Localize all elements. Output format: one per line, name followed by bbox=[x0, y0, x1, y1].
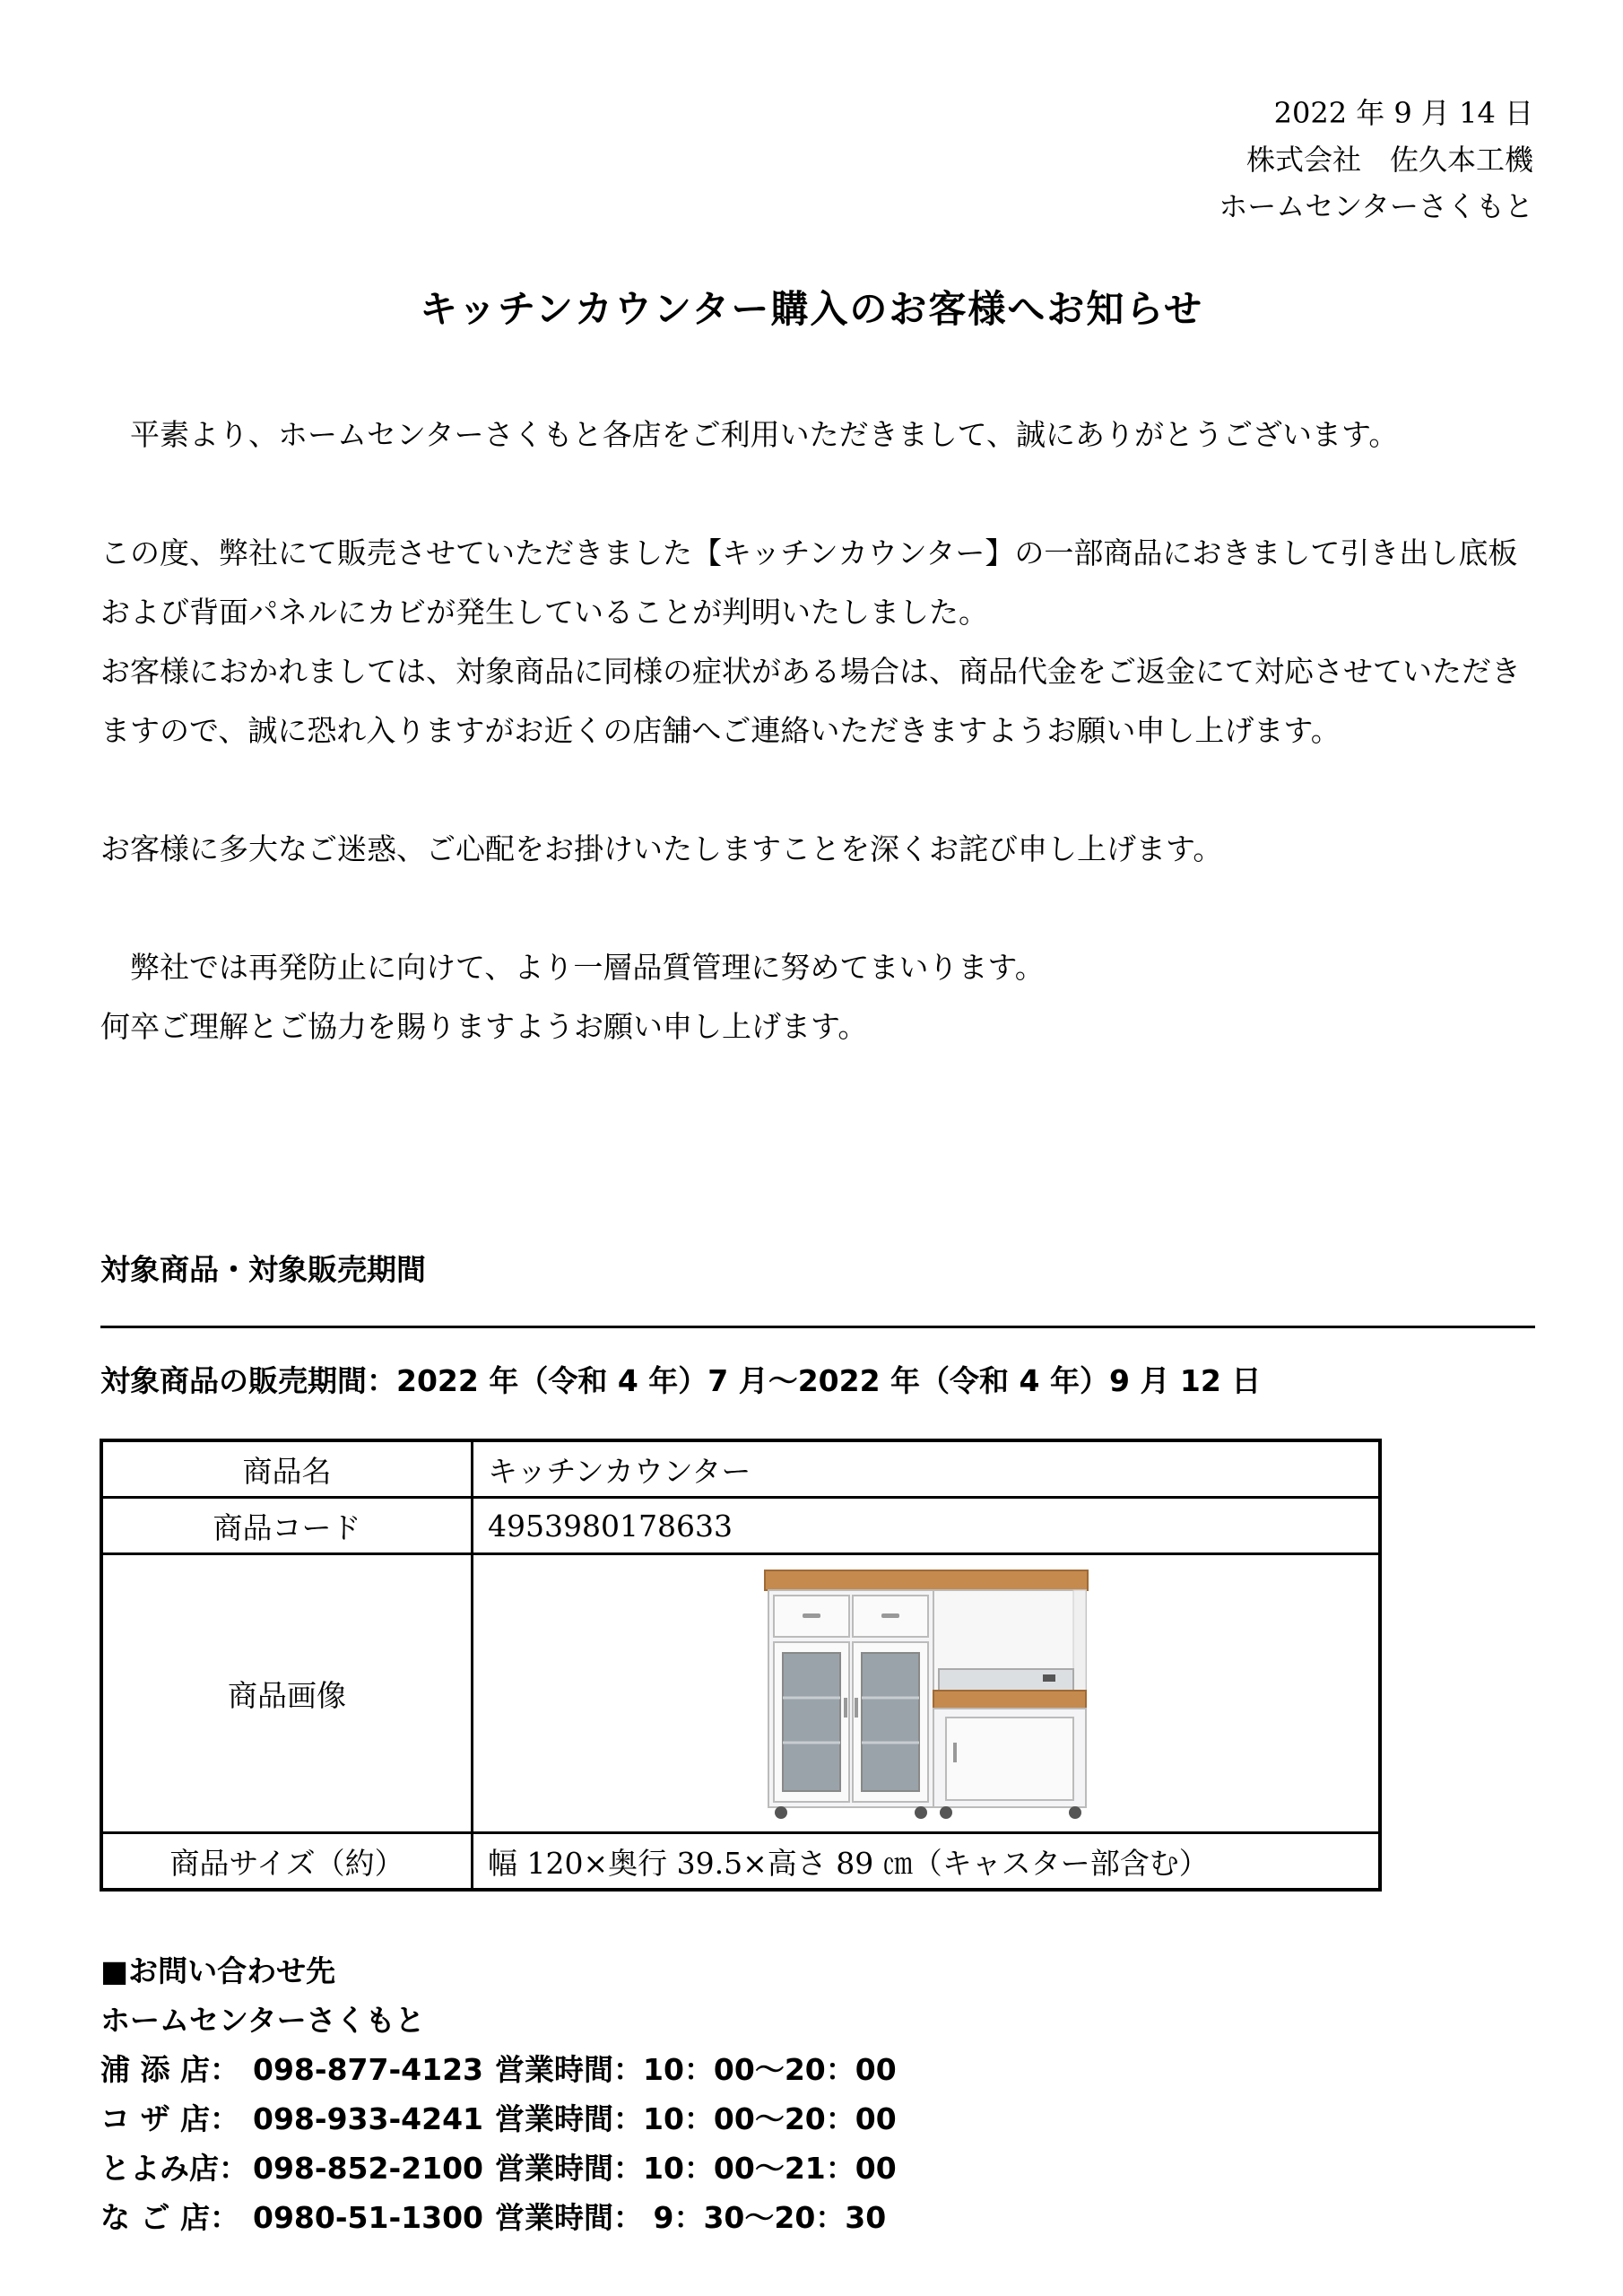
table-row bbox=[101, 1440, 1380, 1498]
table-row bbox=[101, 1498, 1380, 1554]
product-image-cell bbox=[473, 1554, 1381, 1833]
store-phone[interactable]: 0980-51-1300 bbox=[253, 2200, 484, 2235]
apology-paragraph: お客様に多大なご迷惑、ご心配をお掛けいたしますことを深くお詫び申し上げます。 bbox=[100, 831, 1223, 866]
greeting-paragraph: 平素より、ホームセンターさくもと各店をご利用いただきまして、誠にありがとうございます。 bbox=[100, 417, 1399, 452]
table-row bbox=[101, 1833, 1380, 1891]
company-name: 株式会社 佐久本工機 bbox=[1245, 143, 1533, 177]
notice-body bbox=[100, 405, 1535, 1057]
store-label: とよみ店： bbox=[100, 2151, 248, 2186]
store-hours: 営業時間：10：00〜21：00 bbox=[495, 2151, 897, 2186]
store-phone[interactable]: 098-877-4123 bbox=[253, 2052, 484, 2087]
product-name-value: キッチンカウンター bbox=[473, 1440, 1381, 1498]
kitchen-counter-image bbox=[756, 1563, 1097, 1823]
letterhead bbox=[1219, 90, 1533, 230]
product-code-label: 商品コード bbox=[101, 1498, 473, 1554]
contact-company: ホームセンターさくもと bbox=[100, 2003, 425, 2038]
issue-paragraph: この度、弊社にて販売させていただきました【キッチンカウンター】の一部商品におきまして引き出し底板および背面パネルにカビが発生していることが判明いたしました。 bbox=[100, 535, 1518, 630]
store-row-toyomi bbox=[100, 2144, 897, 2193]
store-row-urasoe bbox=[100, 2045, 897, 2094]
store-row-koza bbox=[100, 2094, 897, 2144]
product-code-value: 4953980178633 bbox=[473, 1498, 1381, 1554]
table-row bbox=[101, 1554, 1380, 1833]
store-row-nago bbox=[100, 2193, 897, 2242]
contact-section bbox=[100, 1946, 897, 2242]
store-name: ホームセンターさくもと bbox=[1219, 189, 1533, 223]
target-section-heading: 対象商品・対象販売期間 bbox=[100, 1252, 426, 1287]
prevention-paragraph: 弊社では再発防止に向けて、より一層品質管理に努めてまいります。 bbox=[100, 950, 1045, 985]
refund-paragraph: お客様におかれましては、対象商品に同様の症状がある場合は、商品代金をご返金にて対応させていただきますので、誠に恐れ入りますがお近くの店舗へご連絡いただきますようお願い申し上げます。 bbox=[100, 654, 1521, 748]
product-table bbox=[100, 1439, 1382, 1892]
closing-paragraph: 何卒ご理解とご協力を賜りますようお願い申し上げます。 bbox=[100, 1009, 868, 1044]
store-hours: 営業時間：10：00〜20：00 bbox=[495, 2101, 897, 2136]
store-label: コ ザ 店： bbox=[100, 2101, 239, 2136]
notice-title: キッチンカウンター購入のお客様へお知らせ bbox=[419, 287, 1204, 331]
store-phone[interactable]: 098-852-2100 bbox=[253, 2151, 484, 2186]
product-size-label: 商品サイズ（約） bbox=[101, 1833, 473, 1891]
section-divider bbox=[100, 1326, 1535, 1328]
issue-date: 2022 年 9 月 14 日 bbox=[1273, 96, 1533, 130]
store-label: な ご 店： bbox=[100, 2200, 239, 2235]
product-size-value: 幅 120×奥行 39.5×高さ 89 ㎝（キャスター部含む） bbox=[473, 1833, 1381, 1891]
store-hours: 営業時間：10：00〜20：00 bbox=[495, 2052, 897, 2087]
product-name-label: 商品名 bbox=[101, 1440, 473, 1498]
product-image-label: 商品画像 bbox=[101, 1554, 473, 1833]
store-phone[interactable]: 098-933-4241 bbox=[253, 2101, 484, 2136]
store-hours: 営業時間： 9：30〜20：30 bbox=[495, 2200, 887, 2235]
store-label: 浦 添 店： bbox=[100, 2052, 239, 2087]
contact-heading: ■お問い合わせ先 bbox=[100, 1953, 336, 1988]
sales-period: 対象商品の販売期間：2022 年（令和 4 年）7 月〜2022 年（令和 4 年）9 月 12 日 bbox=[100, 1363, 1262, 1398]
